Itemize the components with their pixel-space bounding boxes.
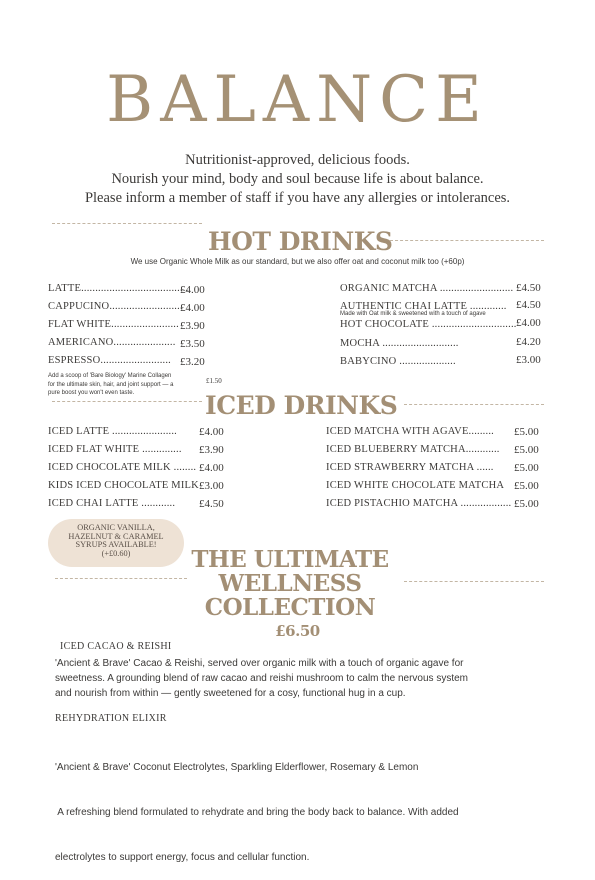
menu-item-name: CAPPUCINO.......................... [48,301,183,312]
wellness-item-description [55,656,555,701]
menu-item-name: ICED LATTE ....................... [48,426,177,437]
wellness-item-name: ICED CACAO & REISHI [60,641,172,652]
menu-item-name: AMERICANO...................... [48,337,176,348]
wellness-item-description [55,730,555,880]
menu-item-name: ICED PISTACHIO MATCHA .................. [326,498,512,509]
menu-item-name: ORGANIC MATCHA .......................... [340,283,514,294]
brand-title: BALANCE [106,63,489,137]
menu-item-name: ICED MATCHA WITH AGAVE......... [326,426,494,437]
syrups-badge-text [48,524,184,558]
collagen-note [48,372,208,398]
wellness-price: £6.50 [275,622,320,640]
menu-item-price: £4.50 [516,282,541,294]
description-line: 'Ancient & Brave' Coconut Electrolytes, Sparkling Elderflower, Rosemary & Lemon [55,762,419,773]
wellness-heading [180,548,400,620]
menu-item-price: £5.00 [514,426,539,438]
menu-item-price: £4.00 [199,462,224,474]
menu-item-name: ICED CHAI LATTE ............ [48,498,176,509]
syrups-line: SYRUPS AVAILABLE! [75,540,157,550]
description-line: sweetness. A grounding blend of raw cacao and reishi mushroom to calm the nervous system [55,673,468,684]
menu-item-name: AUTHENTIC CHAI LATTE ............. [340,301,507,312]
syrups-line: ORGANIC VANILLA, [77,523,155,532]
menu-item-name: BABYCINO .................... [340,356,456,367]
menu-item-name: ICED FLAT WHITE .............. [48,444,182,455]
wellness-heading-line: THE ULTIMATE [191,546,389,573]
chai-note: Made with Oat milk & sweetened with a touch of agave [340,311,486,317]
menu-item-name: KIDS ICED CHOCOLATE MILK [48,480,199,491]
menu-item-price: £5.00 [514,498,539,510]
intro-text [0,151,595,208]
menu-item-price: £4.20 [516,336,541,348]
menu-item-price: £3.50 [180,338,205,350]
divider [55,578,187,579]
divider [52,223,202,224]
description-line: electrolytes to support energy, focus and cellular function. [55,852,310,863]
divider [404,404,544,405]
menu-item-name: MOCHA ........................... [340,338,459,349]
menu-item-name: ICED WHITE CHOCOLATE MATCHA [326,480,505,491]
collagen-price: £1.50 [206,377,222,385]
wellness-item-name: REHYDRATION ELIXIR [55,713,167,724]
menu-item-price: £3.90 [180,320,205,332]
menu-item-name: FLAT WHITE........................ [48,319,179,330]
collagen-note-line: Add a scoop of 'Bare Biology' Marine Collagen [48,373,172,379]
menu-item-price: £3.00 [199,480,224,492]
menu-item-price: £4.00 [180,284,205,296]
intro-line: Please inform a member of staff if you have any allergies or intolerances. [84,190,511,206]
wellness-heading-line: WELLNESS [218,570,362,597]
syrups-line: HAZELNUT & CARAMEL [68,531,164,541]
syrups-line: (+£0.60) [101,548,131,558]
menu-item-price: £4.50 [516,299,541,311]
menu-item-name: ESPRESSO......................... [48,355,171,366]
menu-item-price: £4.00 [516,317,541,329]
wellness-heading-line: COLLECTION [204,594,376,621]
intro-line: Nutritionist-approved, delicious foods. [185,152,410,168]
description-line: 'Ancient & Brave' Cacao & Reishi, served over organic milk with a touch of organic agave for [55,658,464,669]
menu-item-name: HOT CHOCOLATE .............................. [340,319,517,330]
divider [52,401,202,402]
menu-item-price: £3.20 [180,356,205,368]
menu-item-price: £5.00 [514,480,539,492]
menu-item-price: £3.00 [516,354,541,366]
menu-item-price: £4.00 [199,426,224,438]
intro-line: Nourish your mind, body and soul because life is about balance. [111,171,484,187]
menu-item-name: ICED STRAWBERRY MATCHA ...... [326,462,494,473]
menu-item-name: LATTE...................................... [48,283,189,294]
description-line: and nourish from within — gently sweetened for a cosy, functional hug in a cup. [55,688,406,699]
hot-drinks-heading: HOT DRINKS [208,227,393,256]
menu-item-price: £4.00 [180,302,205,314]
divider [404,581,544,582]
menu-item-name: ICED CHOCOLATE MILK ........ [48,462,197,473]
divider [390,240,544,241]
menu-item-price: £3.90 [199,444,224,456]
collagen-note-line: pure boost you won't even taste. [48,390,135,396]
menu-item-price: £4.50 [199,498,224,510]
collagen-note-line: for the ultimate skin, hair, and joint support — a [48,381,174,388]
menu-item-price: £5.00 [514,462,539,474]
iced-drinks-heading: ICED DRINKS [205,391,398,420]
menu-item-name: ICED BLUEBERRY MATCHA............ [326,444,500,455]
menu-item-price: £5.00 [514,444,539,456]
description-line: A refreshing blend formulated to rehydrate and bring the body back to balance. With added [55,807,459,818]
milk-note: We use Organic Whole Milk as our standard, but we also offer oat and coconut milk too (+60p) [130,257,465,266]
